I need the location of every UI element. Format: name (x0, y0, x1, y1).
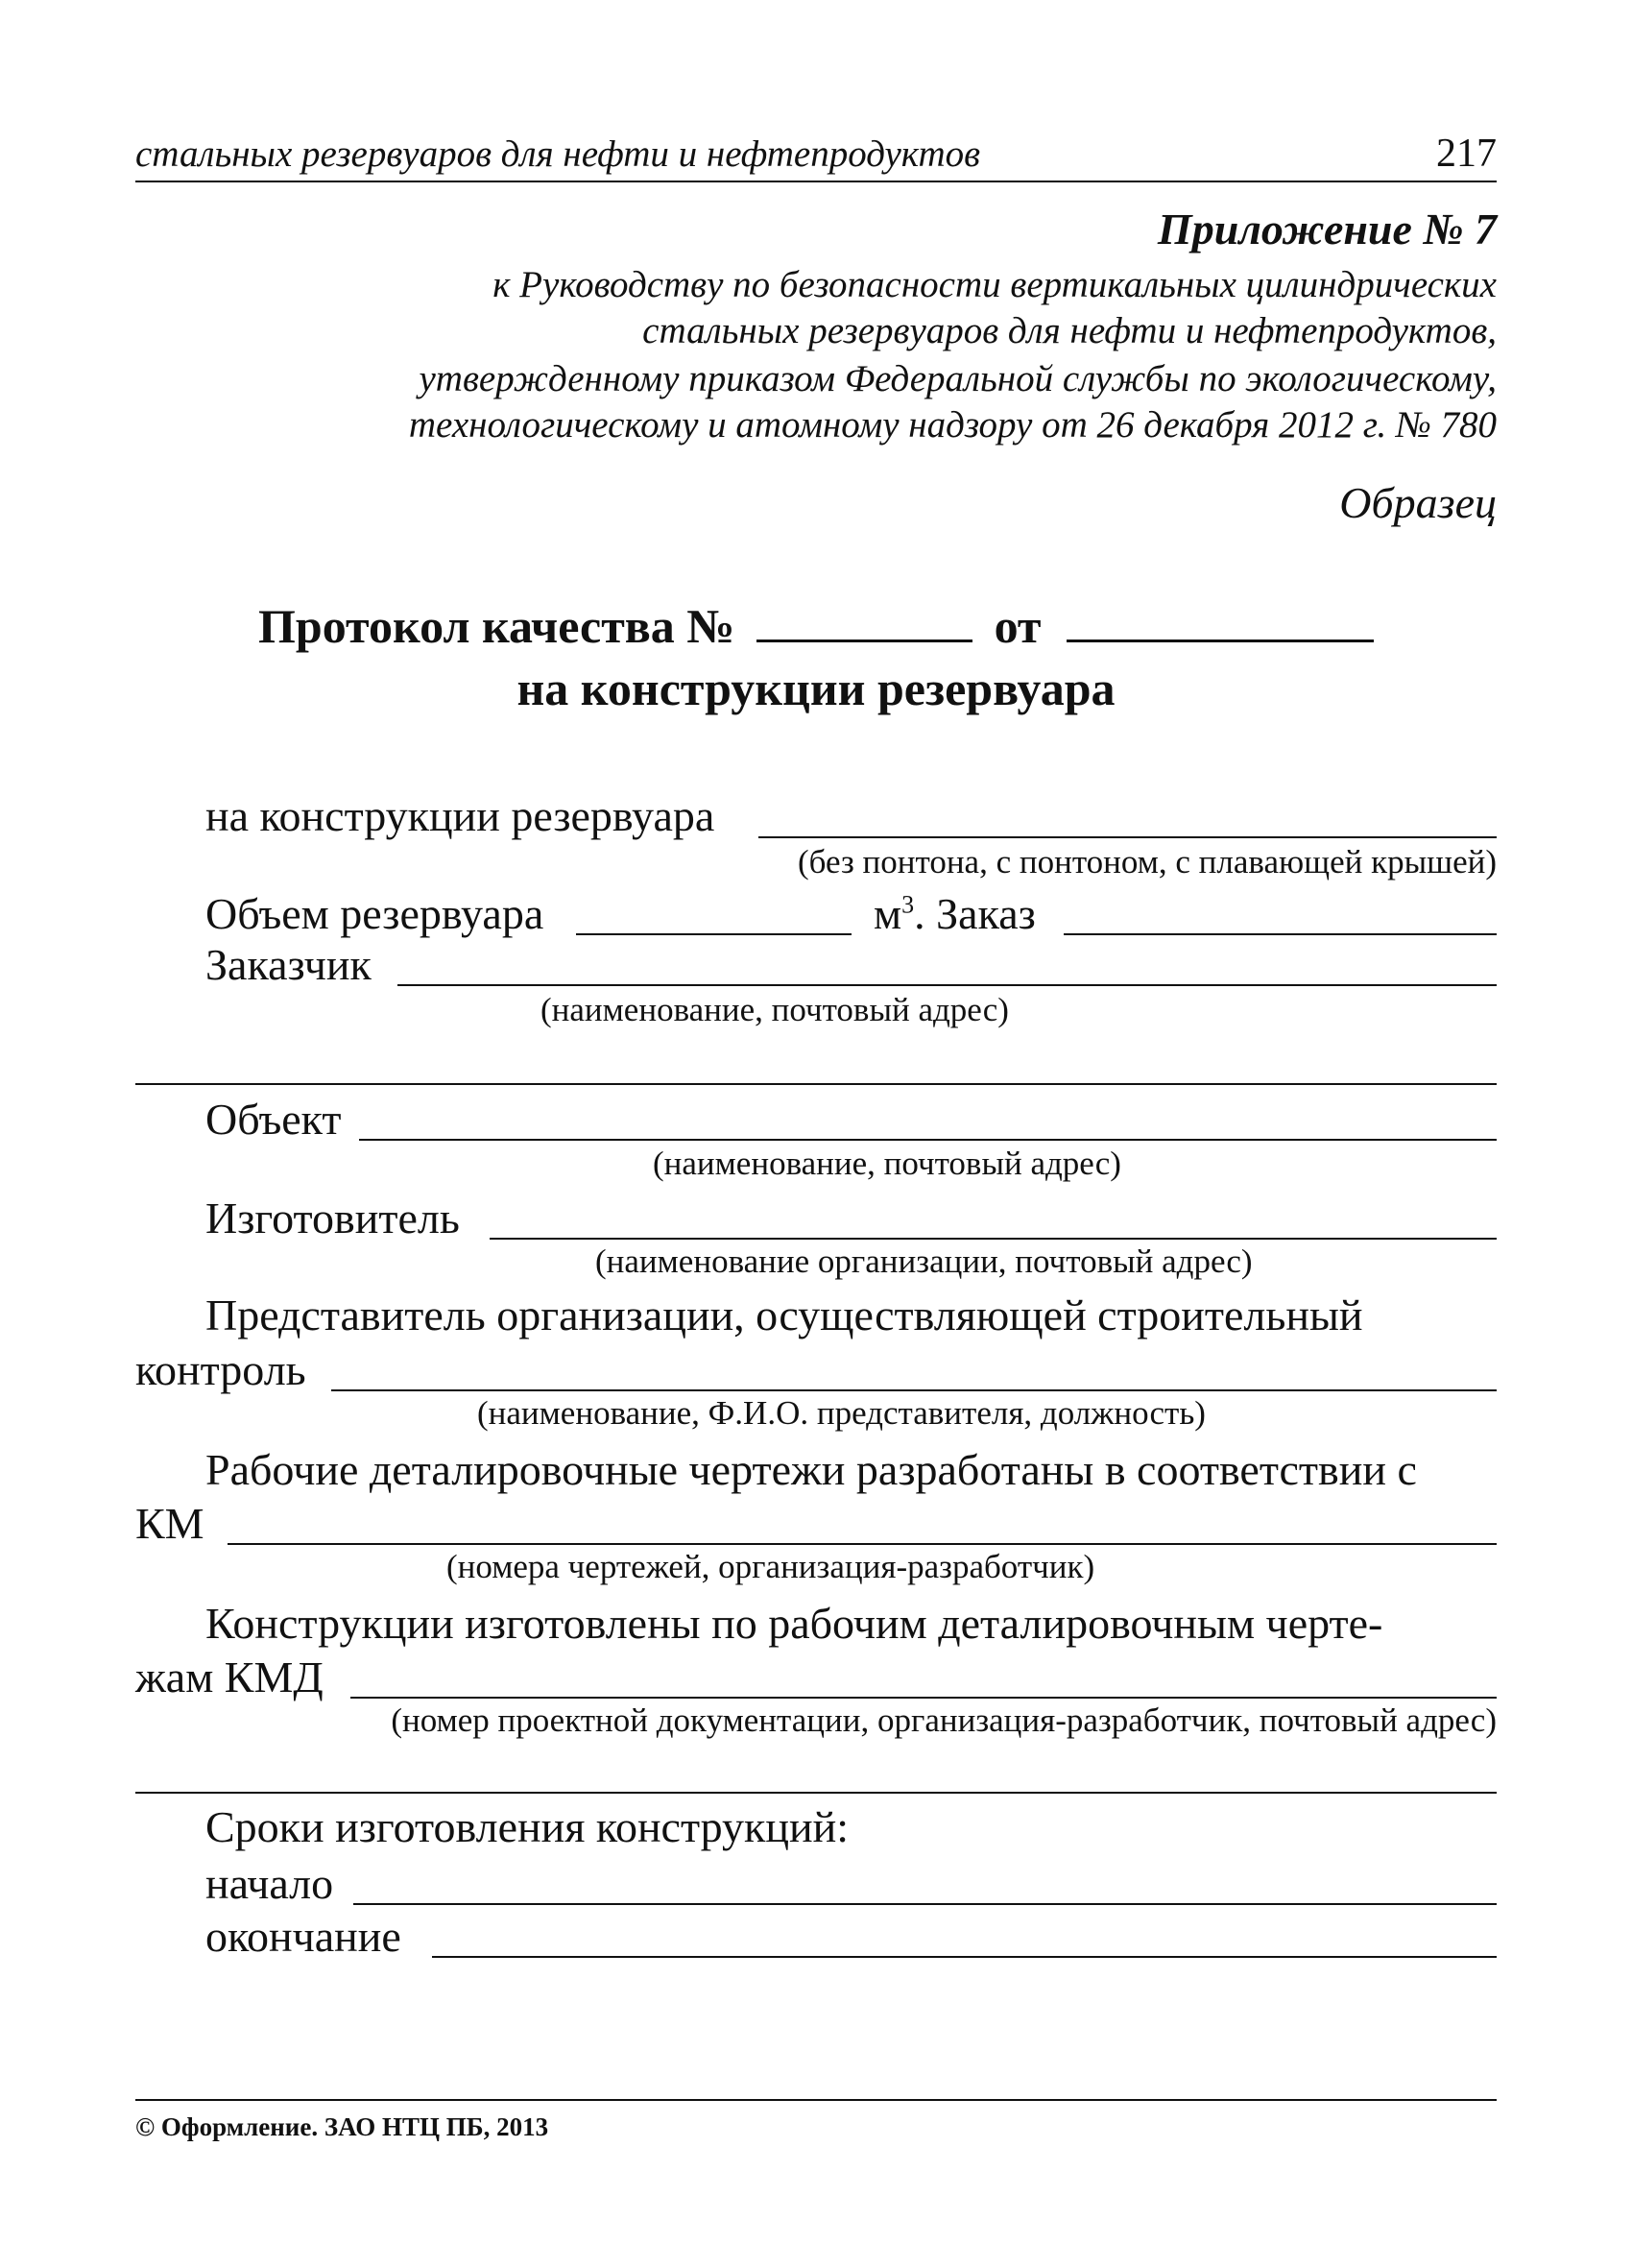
control-hint: (наименование, Ф.И.О. представителя, должность) (477, 1394, 1206, 1432)
construction-line[interactable] (758, 836, 1497, 838)
appendix-title: Приложение № 7 (1157, 205, 1497, 253)
appendix-line-1: к Руководству по безопасности вертикальных цилиндрических (492, 264, 1497, 305)
protocol-subtitle: на конструкции резервуара (516, 662, 1116, 715)
customer-line[interactable] (397, 984, 1497, 986)
customer-hint: (наименование, почтовый адрес) (540, 991, 1009, 1028)
control-line[interactable] (331, 1389, 1497, 1391)
kmd-extra-line[interactable] (135, 1792, 1497, 1794)
end-line[interactable] (432, 1956, 1497, 1958)
volume-line[interactable] (576, 933, 852, 935)
order-label: . Заказ (914, 889, 1036, 938)
kmd-line[interactable] (350, 1697, 1497, 1699)
volume-unit: м (874, 889, 902, 938)
terms-label: Сроки изготовления конструкций: (205, 1802, 850, 1851)
start-label: начало (205, 1859, 334, 1908)
appendix-line-3: утвержденному приказом Федеральной службы по экологическому, (419, 358, 1497, 399)
start-line[interactable] (353, 1903, 1497, 1905)
manufacturer-label: Изготовитель (205, 1194, 460, 1243)
running-header-title: стальных резервуаров для нефти и нефтепродуктов (135, 133, 981, 175)
manufacturer-line[interactable] (490, 1238, 1497, 1240)
kmd-label: жам КМД (135, 1653, 324, 1701)
volume-unit-superscript: 3 (901, 890, 915, 919)
appendix-line-4: технологическому и атомному надзору от 26 декабря 2012 г. № 780 (408, 404, 1497, 446)
volume-label: Объем резервуара (205, 889, 544, 938)
kmd-hint: (номер проектной документации, организация-разработчик, почтовый адрес) (391, 1701, 1497, 1739)
object-line[interactable] (359, 1139, 1497, 1141)
order-line[interactable] (1064, 933, 1497, 935)
page-number: 217 (1436, 132, 1497, 176)
sample-label: Образец (1339, 478, 1497, 527)
drawings-text: Рабочие деталировочные чертежи разработаны в соответствии с (205, 1445, 1417, 1494)
construction-hint: (без понтона, с понтоном, с плавающей крышей) (797, 843, 1497, 881)
header-rule (135, 181, 1497, 182)
control-label: контроль (135, 1345, 306, 1394)
protocol-date-label: от (994, 599, 1042, 653)
footer-copyright: © Оформление. ЗАО НТЦ ПБ, 2013 (135, 2112, 549, 2141)
drawings-label: КМ (135, 1499, 204, 1548)
drawings-hint: (номера чертежей, организация-разработчик) (446, 1548, 1095, 1585)
object-label: Объект (205, 1095, 342, 1144)
appendix-line-2: стальных резервуаров для нефти и нефтепродуктов, (642, 310, 1497, 351)
object-hint: (наименование, почтовый адрес) (653, 1145, 1121, 1182)
control-text: Представитель организации, осуществляющей строительный (205, 1291, 1363, 1339)
protocol-number-label: Протокол качества № (258, 599, 735, 653)
footer-rule (135, 2099, 1497, 2101)
volume-unit-order (874, 888, 1036, 939)
protocol-title (0, 598, 1632, 654)
drawings-line[interactable] (228, 1543, 1497, 1545)
customer-extra-line[interactable] (135, 1083, 1497, 1085)
protocol-number-blank[interactable] (756, 601, 972, 642)
construction-label: на конструкции резервуара (205, 791, 715, 840)
kmd-text: Конструкции изготовлены по рабочим деталировочным черте- (205, 1599, 1383, 1648)
customer-label: Заказчик (205, 940, 372, 989)
protocol-date-blank[interactable] (1067, 601, 1374, 642)
manufacturer-hint: (наименование организации, почтовый адрес) (595, 1243, 1253, 1280)
end-label: окончание (205, 1912, 401, 1961)
